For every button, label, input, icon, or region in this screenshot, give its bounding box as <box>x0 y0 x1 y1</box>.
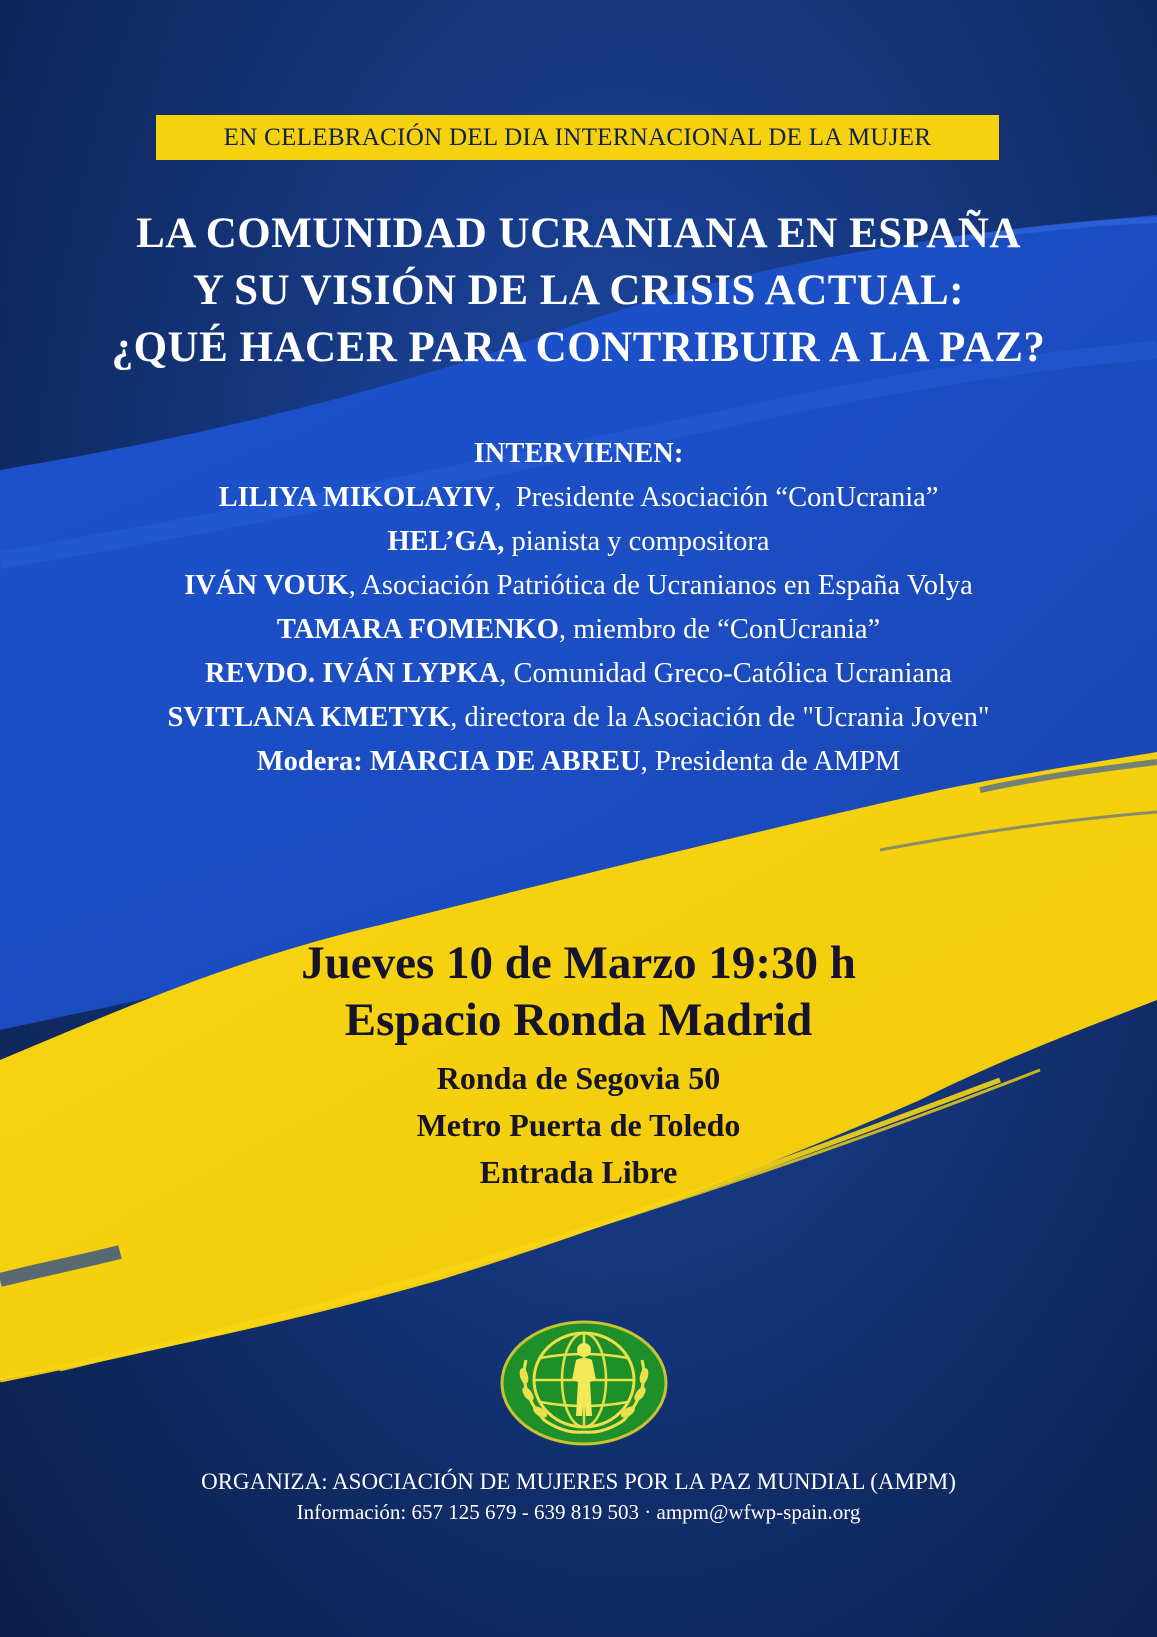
speaker-role: pianista y compositora <box>511 526 770 557</box>
separator: , <box>558 614 574 645</box>
speaker-row <box>30 652 1127 696</box>
speaker-role: miembro de “ConUcrania” <box>573 614 881 645</box>
speakers-list <box>30 432 1127 784</box>
speaker-name: TAMARA FOMENKO <box>276 614 559 645</box>
event-datetime: Jueves 10 de Marzo 19:30 h <box>301 937 856 989</box>
separator: , <box>499 658 514 689</box>
title-line: Y SU VISIÓN DE LA CRISIS ACTUAL: <box>192 267 965 314</box>
poster-footer <box>30 1466 1127 1526</box>
separator: , <box>348 570 362 601</box>
speaker-role: Comunidad Greco-Católica Ucraniana <box>513 658 952 689</box>
speaker-role: Asociación Patriótica de Ucranianos en España Volya <box>361 570 973 601</box>
celebration-banner: EN CELEBRACIÓN DEL DIA INTERNACIONAL DE LA MUJER <box>156 115 999 160</box>
speaker-role: Presidente Asociación “ConUcrania” <box>515 482 939 513</box>
contact-info: Información: 657 125 679 - 639 819 503 · ampm@wfwp-spain.org <box>296 1500 861 1524</box>
speaker-row <box>30 696 1127 740</box>
separator: , <box>640 746 655 777</box>
wfwp-globe-laurel-icon <box>500 1320 668 1446</box>
organizer-text: ORGANIZA: ASOCIACIÓN DE MUJERES POR LA PAZ MUNDIAL (AMPM) <box>201 1469 956 1494</box>
speaker-name: HEL’GA, <box>387 526 505 557</box>
moderator-role: Presidenta de AMPM <box>654 746 901 777</box>
speaker-row <box>30 520 1127 564</box>
separator: , <box>494 482 516 513</box>
event-entry: Entrada Libre <box>479 1154 678 1190</box>
speaker-name: LILIYA MIKOLAYIV <box>218 482 495 513</box>
speaker-row <box>30 476 1127 520</box>
event-venue: Espacio Ronda Madrid <box>344 994 813 1046</box>
event-details <box>30 935 1127 1196</box>
speaker-role: directora de la Asociación de "Ucrania Joven" <box>464 702 990 733</box>
moderator-label: Modera: <box>256 746 370 777</box>
speaker-row <box>30 564 1127 608</box>
moderator-name: MARCIA DE ABREU <box>369 746 641 777</box>
separator: , <box>450 702 465 733</box>
speaker-name: SVITLANA KMETYK <box>167 702 451 733</box>
event-address: Ronda de Segovia 50 <box>436 1060 721 1096</box>
speaker-name: IVÁN VOUK <box>184 570 349 601</box>
separator <box>504 526 511 557</box>
title-line: LA COMUNIDAD UCRANIANA EN ESPAÑA <box>136 210 1021 257</box>
moderator-row <box>30 740 1127 784</box>
event-metro: Metro Puerta de Toledo <box>416 1107 741 1143</box>
title-line: ¿QUÉ HACER PARA CONTRIBUIR A LA PAZ? <box>111 324 1046 371</box>
event-title <box>40 205 1117 376</box>
speaker-row <box>30 608 1127 652</box>
speaker-name: REVDO. IVÁN LYPKA <box>205 658 500 689</box>
speakers-heading: INTERVIENEN: <box>473 438 684 469</box>
